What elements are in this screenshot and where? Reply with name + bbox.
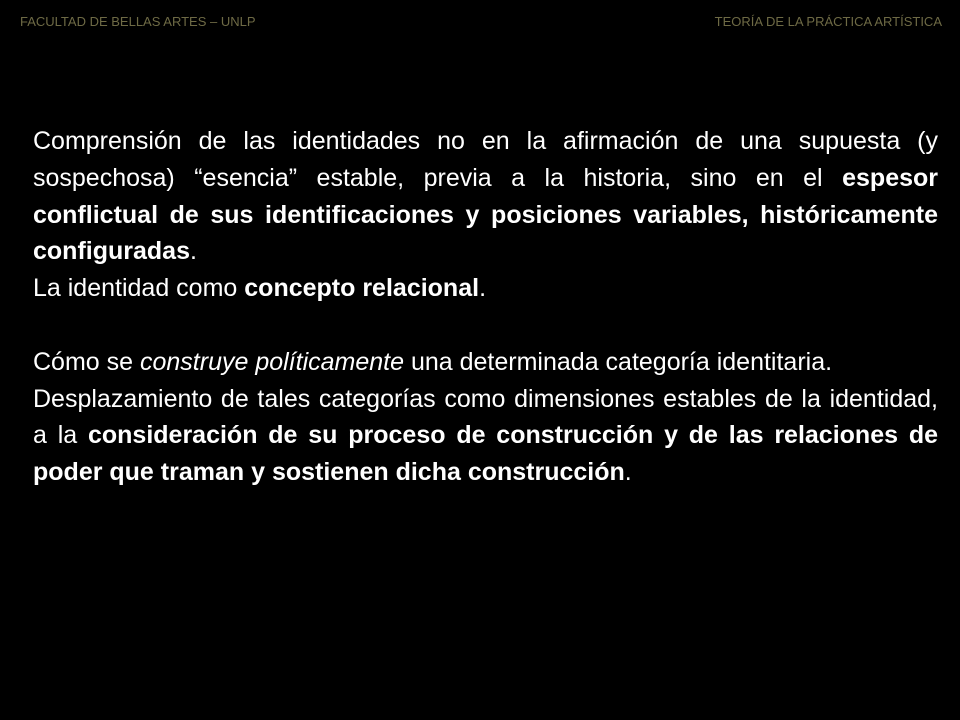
- paragraph-displacement: [33, 381, 938, 491]
- italic-text: construye políticamente: [139, 347, 405, 376]
- text-run: Cómo se: [33, 347, 140, 376]
- bold-text: consideración de su proceso de construcción y de las relaciones de poder que traman y sostienen dicha construcción: [33, 421, 938, 487]
- text-run: .: [624, 458, 632, 487]
- bold-text: concepto relacional: [244, 274, 480, 303]
- paragraph-spacer: [33, 307, 938, 344]
- slide-header: [20, 14, 942, 32]
- text-run: Desplazamiento de tales categorías como dimensiones estables de la identidad, a la: [33, 384, 938, 450]
- slide-body: [33, 123, 938, 491]
- text-run: .: [479, 274, 487, 303]
- header-institution: FACULTAD DE BELLAS ARTES – UNLP: [20, 14, 256, 29]
- text-run: Comprensión de las identidades no en la afirmación de una supuesta (y sospechosa) “esencia” estable, previa a la historia, sino en el: [33, 127, 938, 192]
- paragraph-relational-concept: [33, 270, 938, 307]
- text-run: .: [189, 237, 197, 266]
- paragraph-identities: [33, 123, 938, 270]
- paragraph-political-construction: [33, 344, 938, 381]
- header-course: TEORÍA DE LA PRÁCTICA ARTÍSTICA: [714, 14, 942, 29]
- text-run: La identidad como: [33, 274, 245, 303]
- bold-text: espesor conflictual de sus identificaciones y posiciones variables, históricamente configuradas: [33, 163, 938, 266]
- text-run: una determinada categoría identitaria.: [404, 347, 833, 376]
